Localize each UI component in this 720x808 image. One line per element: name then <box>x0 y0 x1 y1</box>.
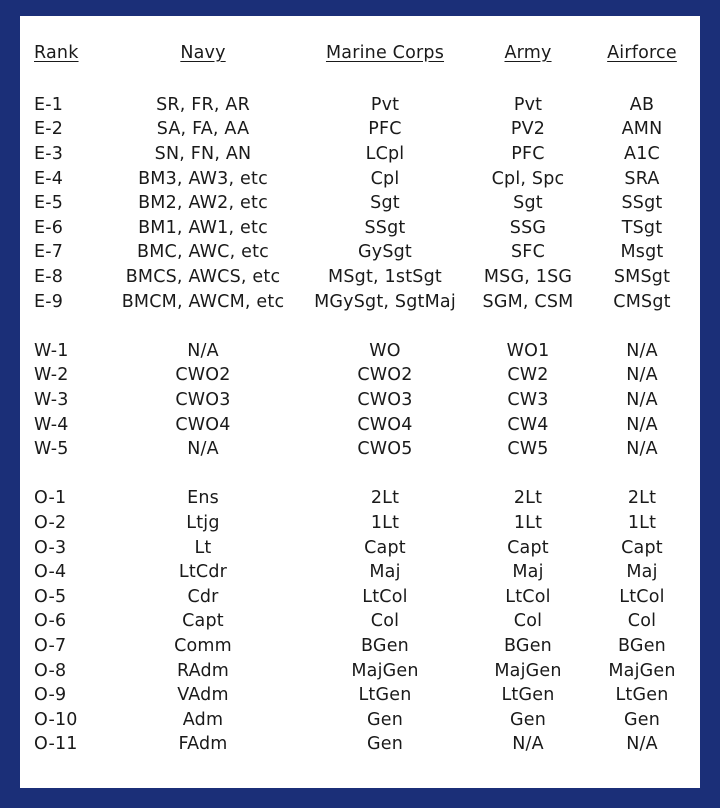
cell-airforce: Gen <box>623 709 661 730</box>
cell-navy: Adm <box>182 709 224 730</box>
cell-army: LtCol <box>505 586 551 607</box>
cell-rank: O-2 <box>34 512 67 533</box>
cell-navy: BM1, AW1, etc <box>138 217 268 238</box>
cell-rank: O-11 <box>34 734 78 755</box>
cell-marine-corps: Gen <box>366 709 404 730</box>
cell-rank: E-4 <box>34 168 64 189</box>
table-row <box>34 93 696 118</box>
cell-rank: E-5 <box>34 193 64 214</box>
table-body <box>34 68 696 757</box>
cell-rank: E-1 <box>34 94 64 115</box>
cell-navy: N/A <box>187 340 219 361</box>
cell-rank: W-3 <box>34 390 69 411</box>
cell-airforce: A1C <box>624 144 660 165</box>
cell-airforce: N/A <box>626 414 658 435</box>
cell-airforce: 1Lt <box>627 512 657 533</box>
cell-airforce: SMSgt <box>613 267 671 288</box>
cell-marine-corps: Sgt <box>370 193 400 214</box>
table-row <box>34 216 696 241</box>
table-row <box>34 240 696 265</box>
cell-rank: W-4 <box>34 414 69 435</box>
table-row <box>34 609 696 634</box>
table-row <box>34 683 696 708</box>
cell-army: PFC <box>511 144 545 165</box>
cell-army: Sgt <box>513 193 543 214</box>
cell-army: LtGen <box>501 685 555 706</box>
cell-airforce: TSgt <box>621 217 663 238</box>
table-row <box>34 142 696 167</box>
cell-navy: N/A <box>187 439 219 460</box>
header-navy: Navy <box>180 43 226 63</box>
header-army: Army <box>504 43 552 63</box>
cell-army: 1Lt <box>513 512 543 533</box>
cell-navy: Comm <box>174 635 232 656</box>
cell-rank: E-6 <box>34 217 64 238</box>
cell-navy: Lt <box>194 537 212 558</box>
cell-rank: O-5 <box>34 586 67 607</box>
cell-navy: Capt <box>182 611 224 632</box>
cell-navy: BMC, AWC, etc <box>137 242 269 263</box>
table-row <box>34 265 696 290</box>
cell-army: Gen <box>509 709 547 730</box>
table-row <box>34 339 696 364</box>
cell-army: N/A <box>512 734 544 755</box>
table-row <box>34 634 696 659</box>
cell-marine-corps: Capt <box>364 537 406 558</box>
cell-marine-corps: CWO2 <box>357 365 413 386</box>
table-row <box>34 191 696 216</box>
cell-army: 2Lt <box>513 488 543 509</box>
cell-army: Maj <box>512 562 544 583</box>
cell-marine-corps: 1Lt <box>370 512 400 533</box>
cell-marine-corps: LtCol <box>362 586 408 607</box>
cell-army: PV2 <box>510 119 546 140</box>
cell-airforce: Msgt <box>620 242 664 263</box>
spacer-cell <box>34 314 696 339</box>
cell-navy: BMCS, AWCS, etc <box>125 267 281 288</box>
header-rank: Rank <box>34 43 79 63</box>
cell-navy: SN, FN, AN <box>154 144 252 165</box>
cell-navy: CWO4 <box>175 414 231 435</box>
cell-airforce: MajGen <box>608 660 676 681</box>
cell-marine-corps: Gen <box>366 734 404 755</box>
cell-airforce: N/A <box>626 734 658 755</box>
cell-army: CW5 <box>507 439 549 460</box>
table-row <box>34 412 696 437</box>
cell-navy: FAdm <box>178 734 228 755</box>
table-row <box>34 707 696 732</box>
cell-army: CW4 <box>507 414 549 435</box>
table-row <box>34 437 696 462</box>
table-row <box>34 486 696 511</box>
header-marine-corps: Marine Corps <box>325 43 445 63</box>
header-row <box>34 38 696 68</box>
cell-airforce: Maj <box>626 562 658 583</box>
document-page <box>20 16 700 788</box>
cell-airforce: 2Lt <box>627 488 657 509</box>
cell-rank: E-2 <box>34 119 64 140</box>
cell-airforce: SRA <box>624 168 660 189</box>
spacer-cell <box>34 462 696 487</box>
cell-rank: E-8 <box>34 267 64 288</box>
cell-marine-corps: WO <box>369 340 401 361</box>
cell-army: MajGen <box>494 660 562 681</box>
cell-rank: O-10 <box>34 709 78 730</box>
cell-airforce: N/A <box>626 365 658 386</box>
group-spacer <box>34 462 696 487</box>
table-row <box>34 289 696 314</box>
cell-army: CW2 <box>507 365 549 386</box>
cell-army: Pvt <box>513 94 543 115</box>
table-row <box>34 584 696 609</box>
cell-marine-corps: MajGen <box>351 660 419 681</box>
cell-navy: BMCM, AWCM, etc <box>121 291 285 312</box>
table-row <box>34 363 696 388</box>
cell-army: WO1 <box>506 340 550 361</box>
spacer-cell <box>34 68 696 93</box>
cell-marine-corps: SSgt <box>364 217 406 238</box>
cell-airforce: AMN <box>621 119 663 140</box>
cell-rank: O-9 <box>34 685 67 706</box>
cell-navy: Cdr <box>187 586 219 607</box>
header-airforce: Airforce <box>607 43 677 63</box>
cell-army: SFC <box>511 242 545 263</box>
cell-rank: E-3 <box>34 144 64 165</box>
cell-army: SGM, CSM <box>482 291 574 312</box>
cell-army: BGen <box>504 635 552 656</box>
table-row <box>34 511 696 536</box>
cell-army: Cpl, Spc <box>491 168 565 189</box>
cell-army: CW3 <box>507 390 549 411</box>
cell-navy: CWO3 <box>175 390 231 411</box>
cell-marine-corps: MSgt, 1stSgt <box>328 267 442 288</box>
cell-rank: O-4 <box>34 562 67 583</box>
cell-airforce: N/A <box>626 340 658 361</box>
cell-navy: Ens <box>187 488 219 509</box>
cell-airforce: N/A <box>626 390 658 411</box>
cell-marine-corps: GySgt <box>358 242 412 263</box>
table-row <box>34 535 696 560</box>
cell-navy: CWO2 <box>175 365 231 386</box>
cell-marine-corps: CWO4 <box>357 414 413 435</box>
cell-army: MSG, 1SG <box>483 267 573 288</box>
cell-airforce: LtCol <box>619 586 665 607</box>
cell-airforce: LtGen <box>615 685 669 706</box>
cell-navy: RAdm <box>176 660 230 681</box>
cell-marine-corps: BGen <box>361 635 409 656</box>
group-spacer <box>34 314 696 339</box>
cell-rank: W-5 <box>34 439 69 460</box>
cell-rank: E-9 <box>34 291 64 312</box>
rank-comparison-table <box>34 38 696 757</box>
cell-airforce: Col <box>627 611 657 632</box>
cell-airforce: SSgt <box>621 193 663 214</box>
cell-airforce: N/A <box>626 439 658 460</box>
cell-navy: LtCdr <box>178 562 228 583</box>
cell-marine-corps: PFC <box>368 119 402 140</box>
cell-marine-corps: 2Lt <box>370 488 400 509</box>
cell-rank: O-8 <box>34 660 67 681</box>
cell-marine-corps: Pvt <box>370 94 400 115</box>
cell-marine-corps: MGySgt, SgtMaj <box>314 291 456 312</box>
cell-rank: O-7 <box>34 635 67 656</box>
cell-airforce: BGen <box>618 635 666 656</box>
group-spacer <box>34 68 696 93</box>
cell-marine-corps: CWO3 <box>357 390 413 411</box>
cell-navy: SR, FR, AR <box>156 94 250 115</box>
cell-airforce: CMSgt <box>613 291 671 312</box>
table-row <box>34 560 696 585</box>
cell-navy: Ltjg <box>186 512 220 533</box>
cell-marine-corps: Cpl <box>370 168 400 189</box>
cell-rank: E-7 <box>34 242 64 263</box>
cell-marine-corps: Maj <box>369 562 401 583</box>
cell-airforce: AB <box>629 94 655 115</box>
cell-marine-corps: LCpl <box>365 144 405 165</box>
cell-rank: O-3 <box>34 537 67 558</box>
cell-marine-corps: Col <box>370 611 400 632</box>
cell-marine-corps: CWO5 <box>357 439 413 460</box>
table-row <box>34 388 696 413</box>
cell-army: Col <box>513 611 543 632</box>
cell-navy: VAdm <box>177 685 229 706</box>
cell-navy: SA, FA, AA <box>156 119 250 140</box>
cell-army: Capt <box>507 537 549 558</box>
cell-rank: W-2 <box>34 365 69 386</box>
table-row <box>34 166 696 191</box>
table-row <box>34 117 696 142</box>
cell-rank: W-1 <box>34 340 69 361</box>
table-row <box>34 658 696 683</box>
cell-airforce: Capt <box>621 537 663 558</box>
cell-army: SSG <box>509 217 547 238</box>
cell-marine-corps: LtGen <box>358 685 412 706</box>
table-row <box>34 732 696 757</box>
cell-rank: O-6 <box>34 611 67 632</box>
cell-navy: BM3, AW3, etc <box>138 168 268 189</box>
cell-navy: BM2, AW2, etc <box>138 193 268 214</box>
cell-rank: O-1 <box>34 488 67 509</box>
